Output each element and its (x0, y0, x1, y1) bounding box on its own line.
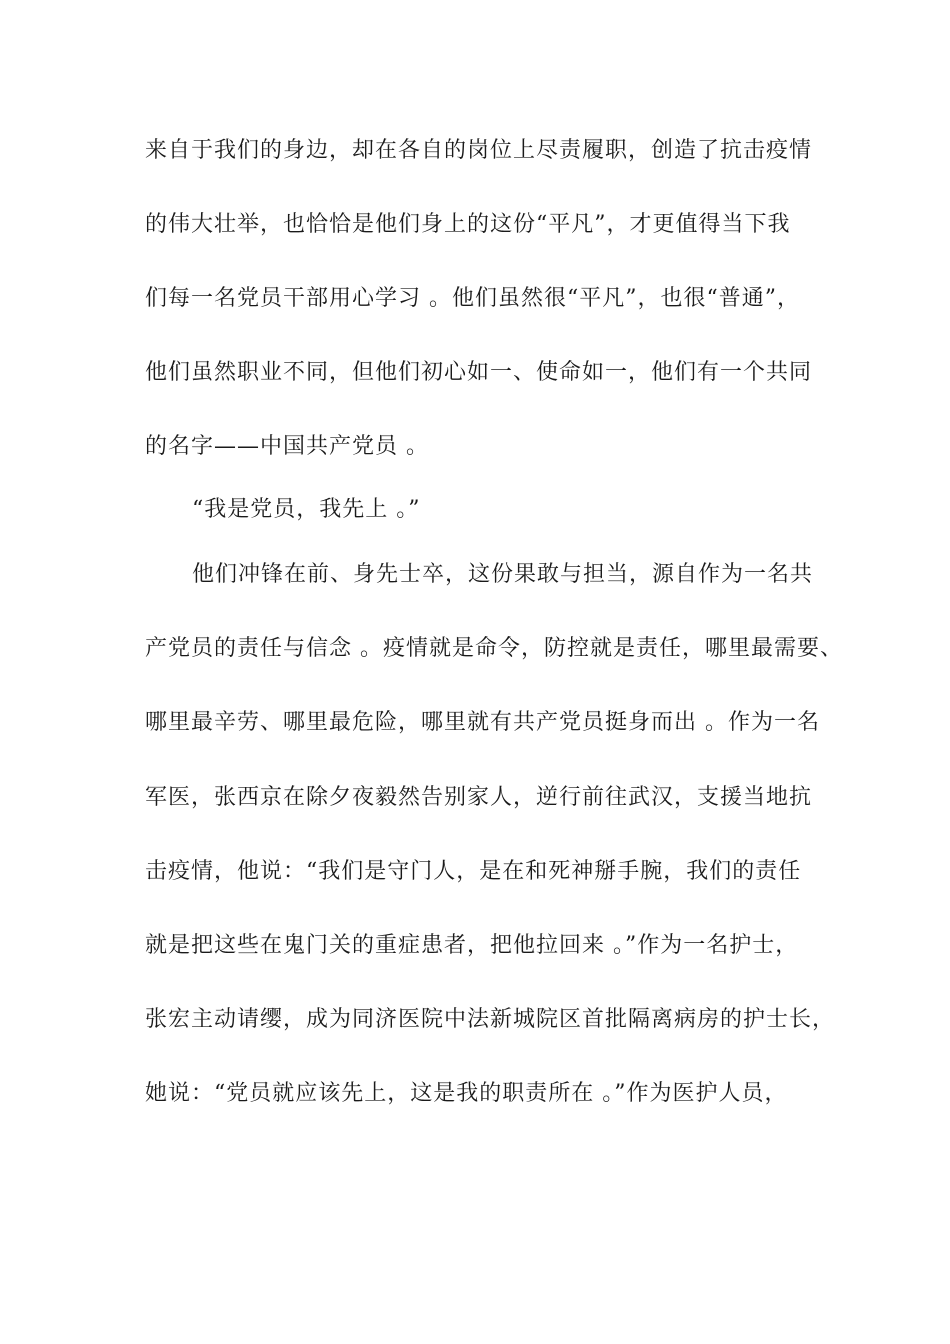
text-line-2: 的伟大壮举，也恰恰是他们身上的这份“平凡”，才更值得当下我 (145, 212, 791, 237)
text-line-3: 们每一名党员干部用心学习 。他们虽然很“平凡”，也很“普通”， (145, 286, 800, 311)
quote-line: “我是党员，我先上 。” (192, 497, 421, 522)
text-line-10: 军医，张西京在除夕夜毅然告别家人，逆行前往武汉，支援当地抗 (145, 785, 813, 810)
text-line-7: 他们冲锋在前、身先士卒，这份果敢与担当，源自作为一名共 (192, 562, 814, 587)
text-line-4: 他们虽然职业不同，但他们初心如一、使命如一，他们有一个共同 (145, 360, 813, 385)
text-line-13: 张宏主动请缨，成为同济医院中法新城院区首批隔离病房的护士长， (145, 1007, 836, 1032)
text-line-9: 哪里最辛劳、哪里最危险，哪里就有共产党员挺身而出 。作为一名 (145, 710, 820, 735)
text-line-8: 产党员的责任与信念 。疫情就是命令，防控就是责任，哪里最需要、 (145, 636, 843, 661)
text-line-14: 她说：“党员就应该先上，这是我的职责所在 。”作为医护人员， (145, 1081, 788, 1106)
text-line-11: 击疫情，他说：“我们是守门人，是在和死神掰手腕，我们的责任 (145, 859, 802, 884)
text-line-12: 就是把这些在鬼门关的重症患者，把他拉回来 。”作为一名护士， (145, 933, 799, 958)
text-line-1: 来自于我们的身边，却在各自的岗位上尽责履职，创造了抗击疫情 (145, 138, 813, 163)
text-line-5: 的名字——中国共产党员 。 (145, 434, 429, 459)
